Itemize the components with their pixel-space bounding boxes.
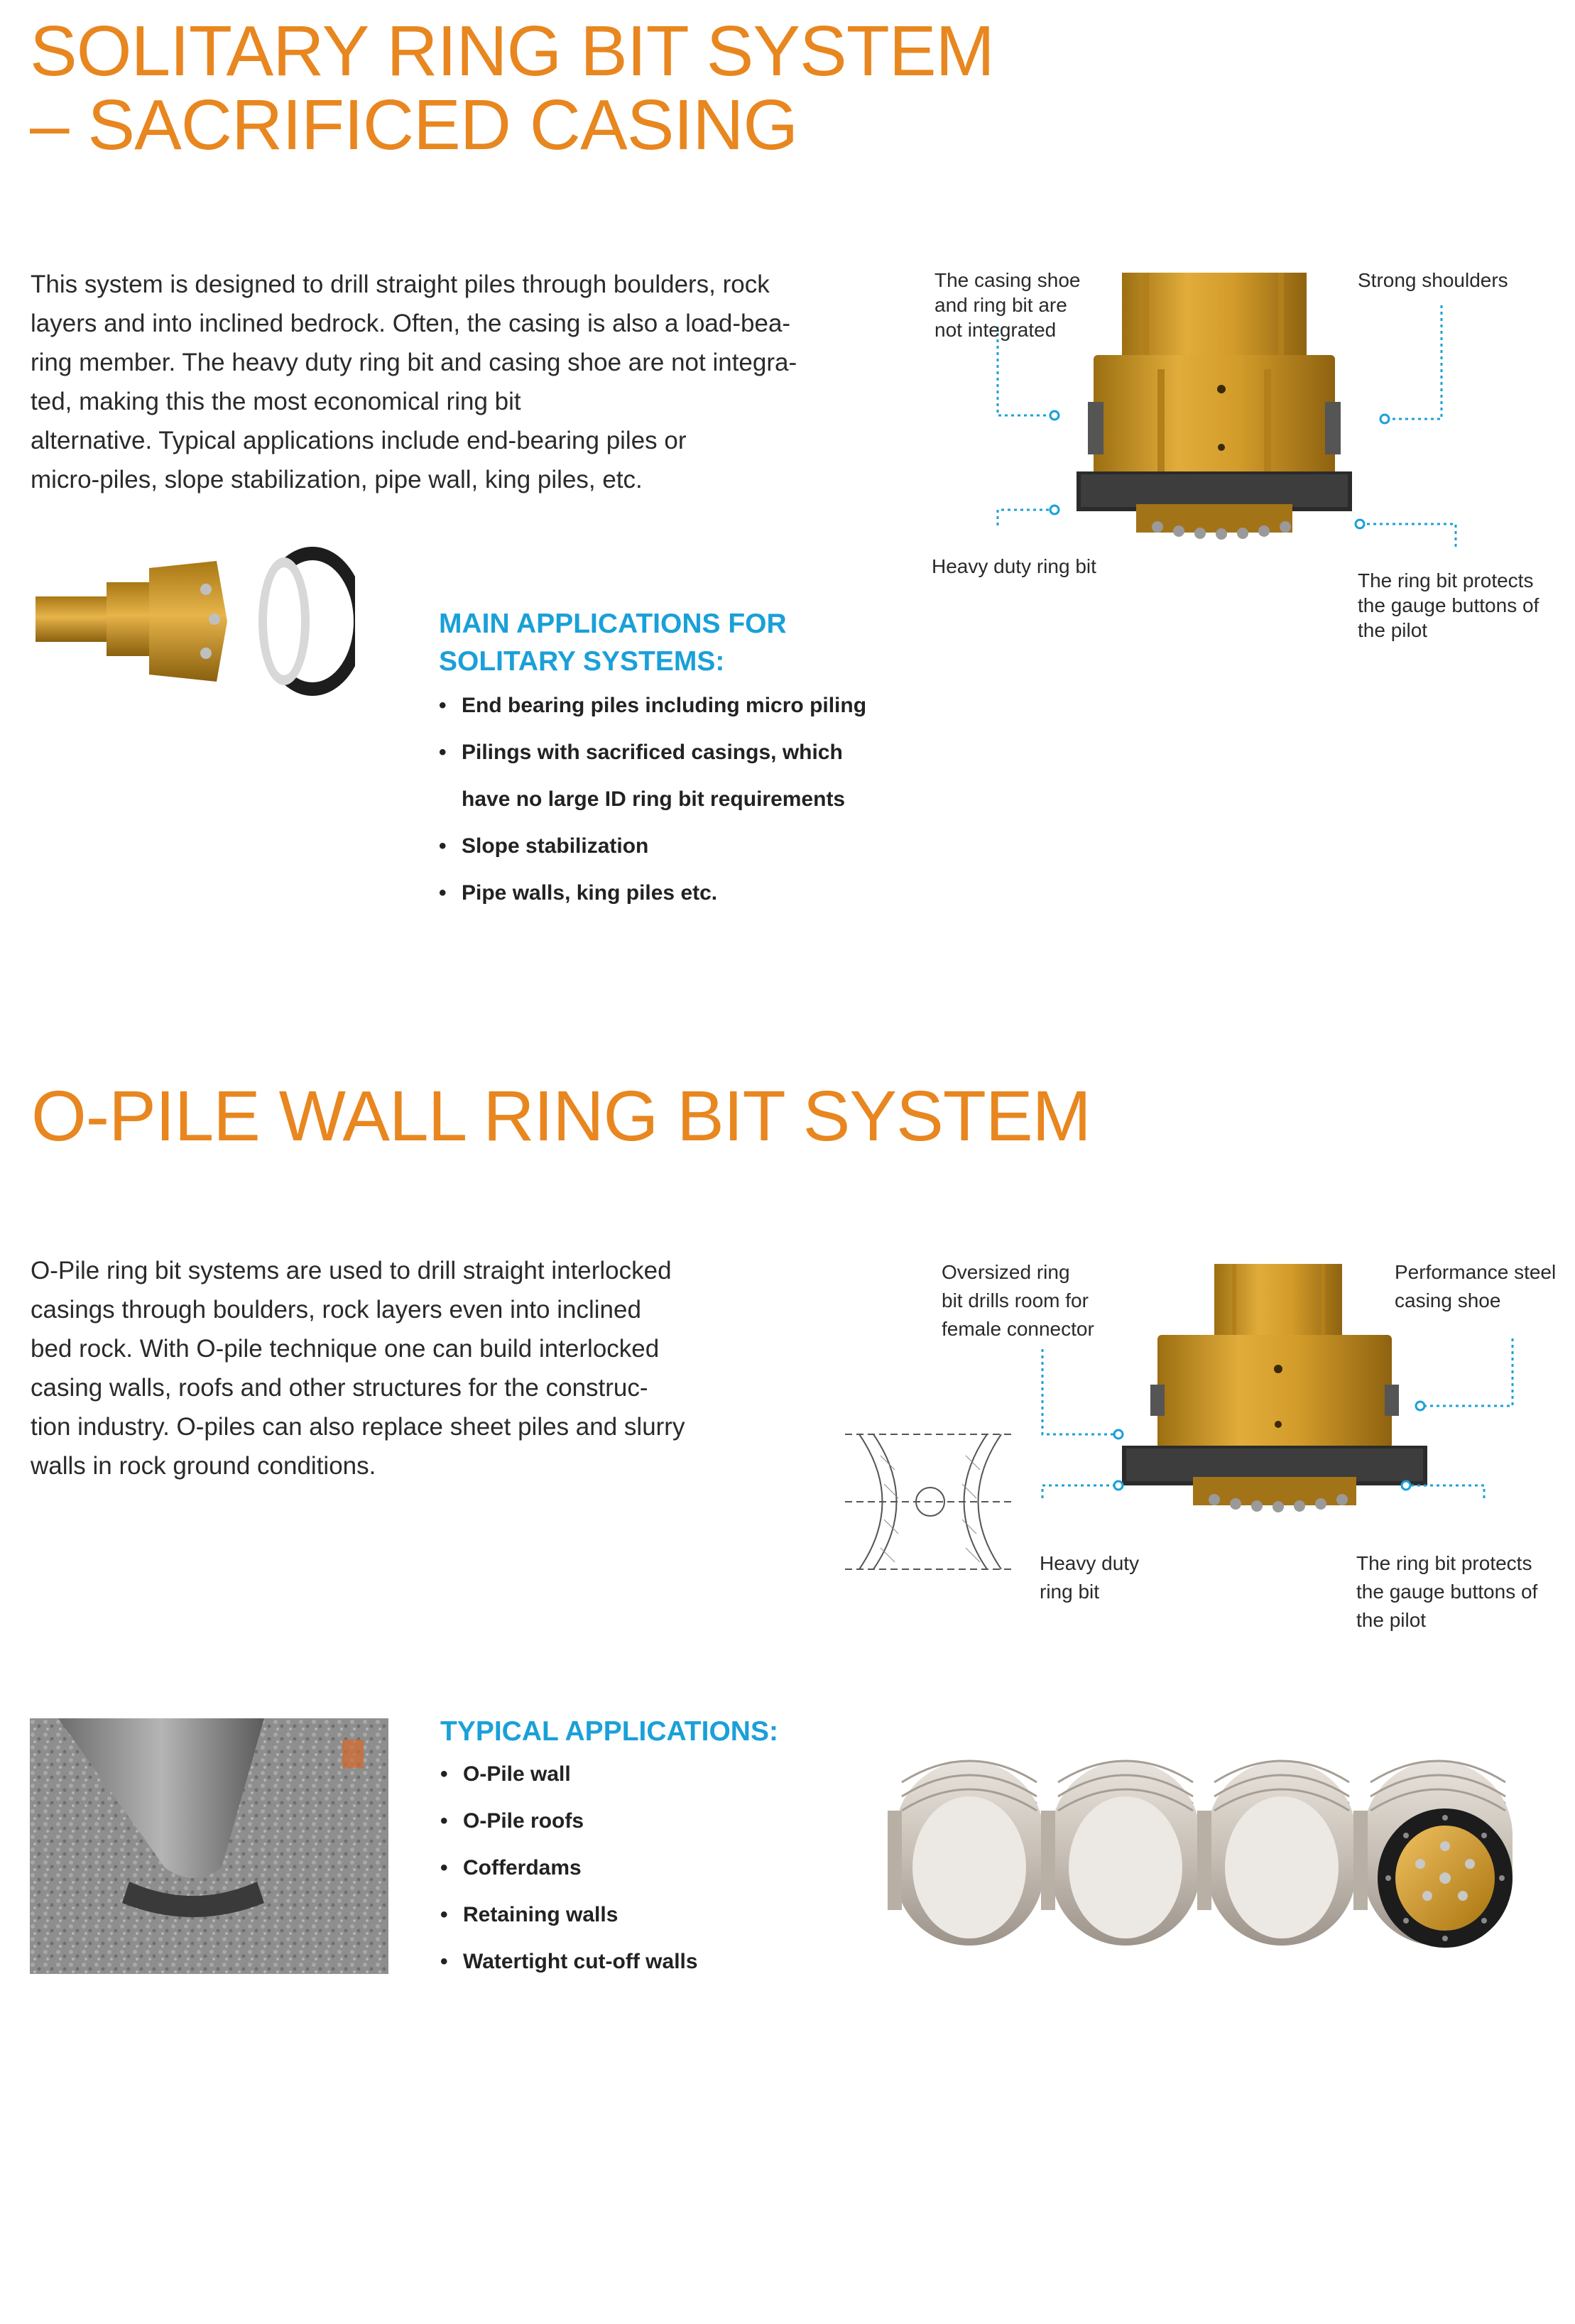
list-item-text: Watertight cut-off walls (463, 1950, 698, 1973)
callout-line: The ring bit protects (1358, 569, 1534, 591)
bullet-icon: • (440, 1809, 448, 1833)
bullet-icon: • (439, 881, 447, 905)
list-item (439, 1751, 865, 1798)
callout-line: the gauge buttons of (1358, 594, 1539, 616)
site-photo (30, 1718, 388, 1974)
callout-line: casing shoe (1395, 1289, 1501, 1311)
interlock-sketch (838, 1427, 1023, 1576)
section1-description-line: ted, making this the most economical ring bit (31, 388, 521, 415)
callout-oversized-ring-bit (942, 1258, 1169, 1343)
section2-description-line: casing walls, roofs and other structures for the construc- (31, 1374, 648, 1402)
section1-applications-list (437, 682, 949, 917)
bullet-icon: • (439, 694, 447, 717)
callout-ring-bit-protects-2 (1356, 1549, 1569, 1635)
list-item (439, 1845, 865, 1892)
callout-line: the pilot (1356, 1609, 1427, 1631)
section1-applications-heading (439, 605, 936, 680)
callout-casing-shoe (934, 268, 1133, 342)
list-item-text: O-Pile roofs (463, 1809, 584, 1833)
callout-strong-shoulders (1358, 268, 1571, 293)
list-item-text: End bearing piles including micro piling (462, 694, 867, 717)
callout-heavy-duty-ring-bit (932, 554, 1159, 579)
list-item (439, 1938, 865, 1985)
bullet-icon: • (440, 1950, 448, 1973)
section1-description-line: ring member. The heavy duty ring bit and casing shoe are not integra- (31, 349, 797, 376)
section2-applications-heading: TYPICAL APPLICATIONS: (440, 1716, 778, 1747)
section1-applications-heading-line: SOLITARY SYSTEMS: (439, 646, 725, 677)
section2-description-line: casings through boulders, rock layers even into inclined (31, 1296, 641, 1324)
section2-callout-leaders (1023, 1328, 1534, 1541)
callout-ring-bit-protects (1358, 568, 1571, 643)
section1-description-line: micro-piles, slope stabilization, pipe wall, king piles, etc. (31, 466, 643, 493)
list-item-text: Retaining walls (463, 1903, 618, 1926)
callout-line: The ring bit protects (1356, 1552, 1532, 1574)
list-item-text: have no large ID ring bit requirements (462, 787, 846, 811)
callout-line: not integrated (934, 319, 1057, 341)
callout-line: Performance steel (1395, 1261, 1557, 1283)
list-item (437, 823, 949, 870)
pilot-bit-and-ring-photo (28, 540, 355, 703)
section2-description-line: bed rock. With O-pile technique one can build interlocked (31, 1335, 660, 1363)
callout-line: bit drills room for (942, 1289, 1089, 1311)
section2-description-line: walls in rock ground conditions. (31, 1452, 376, 1480)
callout-line: female connector (942, 1318, 1094, 1340)
callout-heavy-duty-ring-bit-2 (1040, 1549, 1224, 1606)
list-item (437, 729, 949, 776)
callout-line: The casing shoe (934, 269, 1081, 291)
list-item-text: Pipe walls, king piles etc. (462, 881, 718, 905)
callout-line: Oversized ring (942, 1261, 1070, 1283)
list-item (437, 682, 949, 729)
interlocked-casings-illustration (881, 1718, 1541, 1960)
bullet-icon: • (440, 1856, 448, 1880)
list-item (439, 1892, 865, 1938)
callout-line: ring bit (1040, 1581, 1100, 1603)
section2-description (31, 1251, 840, 1485)
callout-line: and ring bit are (934, 294, 1067, 316)
callout-line: Heavy duty ring bit (932, 555, 1096, 577)
section1-description (31, 265, 911, 499)
list-item-text: Cofferdams (463, 1856, 582, 1880)
section1-title-line-2: – SACRIFICED CASING (30, 85, 798, 165)
bullet-icon: • (440, 1903, 448, 1926)
section2-description-line: tion industry. O-piles can also replace sheet piles and slurry (31, 1413, 685, 1441)
section1-description-line: alternative. Typical applications include end-bearing piles or (31, 427, 687, 454)
bullet-icon: • (440, 1762, 448, 1786)
bullet-icon: • (439, 741, 447, 764)
list-item-continuation (437, 776, 949, 823)
section1-applications-heading-line: MAIN APPLICATIONS FOR (439, 609, 787, 639)
callout-performance-steel (1395, 1258, 1572, 1315)
callout-line: the gauge buttons of (1356, 1581, 1538, 1603)
section2-applications-list (439, 1751, 865, 1985)
section1-description-line: This system is designed to drill straight piles through boulders, rock (31, 271, 770, 298)
bullet-icon: • (439, 834, 447, 858)
callout-line: the pilot (1358, 619, 1428, 641)
section2-description-line: O-Pile ring bit systems are used to drill straight interlocked (31, 1257, 672, 1284)
section1-description-line: layers and into inclined bedrock. Often, the casing is also a load-bea- (31, 310, 791, 337)
list-item-text: Slope stabilization (462, 834, 649, 858)
section1-title-line-1: SOLITARY RING BIT SYSTEM (30, 11, 994, 91)
list-item (439, 1798, 865, 1845)
list-item-text: O-Pile wall (463, 1762, 571, 1786)
list-item-text: Pilings with sacrificed casings, which (462, 741, 843, 764)
list-item (437, 870, 949, 917)
callout-line: Strong shoulders (1358, 269, 1508, 291)
section1-title (30, 11, 1024, 165)
section2-title: O-PILE WALL RING BIT SYSTEM (31, 1076, 1091, 1156)
callout-line: Heavy duty (1040, 1552, 1140, 1574)
